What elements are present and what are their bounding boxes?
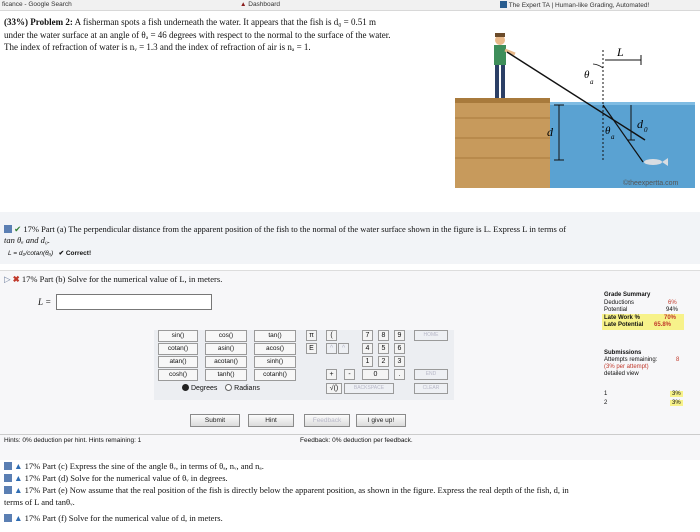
plus-key[interactable]: + xyxy=(326,369,337,380)
radians-radio[interactable] xyxy=(225,384,232,391)
part-e-status-icon xyxy=(4,486,12,494)
deductions-label: Deductions xyxy=(604,300,635,306)
attempt-row-2-value: 3% xyxy=(672,400,681,406)
hints-info: Hints: 0% deduction per hint. Hints remaining: 1 xyxy=(4,437,142,444)
part-f-row[interactable] xyxy=(4,513,223,523)
part-c-row[interactable] xyxy=(4,461,264,471)
attempts-value: 8 xyxy=(676,357,680,363)
angle-mode-row xyxy=(182,384,260,392)
bookmark-dashboard[interactable]: ▲ Dashboard xyxy=(240,1,281,8)
part-e-row[interactable] xyxy=(4,485,569,495)
deductions-value: 6% xyxy=(668,300,677,306)
cos-button[interactable]: cos() xyxy=(205,330,247,342)
part-d-row[interactable] xyxy=(4,473,228,483)
late-work-value: 70% xyxy=(664,315,677,321)
detailed-view-link[interactable]: detailed view xyxy=(604,371,639,377)
tanh-button[interactable]: tanh() xyxy=(205,369,247,381)
part-c-title: 17% Part (c) Express the sine of the angle θᵥ, in terms of θₐ, nᵥ, and nₐ. xyxy=(24,461,264,471)
end-key[interactable]: END xyxy=(414,369,448,380)
part-a-panel xyxy=(0,212,700,264)
part-a-answer-row xyxy=(8,249,91,257)
bookmark-expert-ta[interactable]: The Expert TA | Human-like Grading, Automated! xyxy=(500,1,649,9)
part-d-status-icon xyxy=(4,474,12,482)
part-f-status-icon xyxy=(4,514,12,522)
digit-4-key[interactable]: 4 xyxy=(362,343,373,354)
digit-7-key[interactable]: 7 xyxy=(362,330,373,341)
water-body xyxy=(545,102,695,188)
label-d0-sub: 0 xyxy=(644,126,648,134)
digit-8-key[interactable]: 8 xyxy=(378,330,389,341)
part-b-input-label: L = xyxy=(38,297,52,307)
dock xyxy=(455,98,550,188)
grade-summary-title: Grade Summary xyxy=(604,292,651,298)
late-potential-label: Late Potential xyxy=(604,322,644,328)
label-theta-bottom-sub: a xyxy=(611,133,615,141)
minus-key[interactable]: - xyxy=(344,369,355,380)
hint-button[interactable]: Hint xyxy=(248,414,294,427)
part-c-warning-icon: ▲ xyxy=(14,461,23,471)
part-e-title: 17% Part (e) Now assume that the real position of the fish is directly below the apparent position, as shown in the figure. Express the real depth of the fish, d, in xyxy=(24,485,569,495)
attempts-label: Attempts remaining: xyxy=(604,357,658,363)
part-b-title: 17% Part (b) Solve for the numerical value of L, in meters. xyxy=(21,274,223,284)
digit-1-key[interactable]: 1 xyxy=(362,356,373,367)
dot-key[interactable]: . xyxy=(394,369,405,380)
dashboard-icon: ▲ xyxy=(240,1,247,8)
attempt-row-1-num: 1 xyxy=(604,391,608,397)
attempt-row-1-value: 3% xyxy=(672,391,681,397)
copyright-text: ©theexpertta.com xyxy=(623,180,679,187)
sinh-button[interactable]: sinh() xyxy=(254,356,296,368)
late-potential-value: 65.8% xyxy=(654,322,672,328)
tan-button[interactable]: tan() xyxy=(254,330,296,342)
expand-arrow-icon: ▷ xyxy=(4,274,11,284)
asin-button[interactable]: asin() xyxy=(205,343,247,355)
potential-value: 94% xyxy=(666,307,679,313)
feedback-info: Feedback: 0% deduction per feedback. xyxy=(300,437,413,444)
label-theta-top-sub: a xyxy=(590,78,594,86)
pi-key[interactable]: π xyxy=(306,330,317,341)
part-e-warning-icon: ▲ xyxy=(14,485,23,495)
fish xyxy=(644,159,662,165)
digit-2-key[interactable]: 2 xyxy=(378,356,389,367)
part-a-title-row[interactable] xyxy=(4,224,566,235)
part-a-answer: L = d₀/cotan(θₐ) xyxy=(8,250,54,257)
acos-button[interactable]: acos() xyxy=(254,343,296,355)
problem-line-1 xyxy=(4,17,376,27)
sin-button[interactable]: sin() xyxy=(158,330,198,342)
acotan-button[interactable]: acotan() xyxy=(205,356,247,368)
digit-6-key[interactable]: 6 xyxy=(394,343,405,354)
digit-5-key[interactable]: 5 xyxy=(378,343,389,354)
submissions-title: Submissions xyxy=(604,350,642,356)
label-d: d xyxy=(547,125,553,139)
cosh-button[interactable]: cosh() xyxy=(158,369,198,381)
water-surface xyxy=(545,102,695,105)
digit-3-key[interactable]: 3 xyxy=(394,356,405,367)
digit-9-key[interactable]: 9 xyxy=(394,330,405,341)
problem-text-3: The index of refraction of water is nᵥ = 1.3 and the index of refraction of air is nₐ = 1. xyxy=(4,42,311,52)
browser-bookmark-bar xyxy=(0,0,700,11)
cotan-button[interactable]: cotan() xyxy=(158,343,198,355)
part-a-check-icon: ✔ xyxy=(14,224,22,234)
feedback-button[interactable]: Feedback xyxy=(304,414,350,427)
bookmark-google-search[interactable]: ficance - Google Search xyxy=(2,1,72,8)
per-attempt: (3% per attempt) xyxy=(604,364,649,370)
label-theta-top: θ xyxy=(584,69,590,81)
answer-input[interactable] xyxy=(56,294,212,310)
submit-button[interactable]: Submit xyxy=(190,414,240,427)
radians-label: Radians xyxy=(234,385,260,392)
part-c-status-icon xyxy=(4,462,12,470)
clear-key[interactable]: CLEAR xyxy=(414,383,448,394)
cotanh-button[interactable]: cotanh() xyxy=(254,369,296,381)
degrees-label: Degrees xyxy=(190,385,218,392)
caret-up-alt-icon[interactable]: ^ xyxy=(338,343,349,354)
open-paren-key[interactable]: ( xyxy=(326,330,337,341)
label-theta-bottom: θ xyxy=(605,125,611,137)
grade-summary xyxy=(600,290,686,420)
label-L: L xyxy=(617,45,624,59)
give-up-button[interactable]: I give up! xyxy=(356,414,406,427)
part-a-title: 17% Part (a) The perpendicular distance from the apparent position of the fish to the normal of the water surface shown in the figure is L. Express L in terms of xyxy=(23,224,567,234)
label-d0: d xyxy=(637,117,643,131)
home-key[interactable]: HOME xyxy=(414,330,448,341)
problem-text-1: A fisherman spots a fish underneath the water. It appears that the fish is d₀ = 0.51 m xyxy=(74,17,376,27)
divider xyxy=(0,434,700,435)
problem-figure xyxy=(455,28,695,188)
part-b-title-row[interactable] xyxy=(4,274,222,285)
expert-ta-icon xyxy=(500,1,507,8)
digit-0-key[interactable]: 0 xyxy=(362,369,389,380)
part-f-warning-icon: ▲ xyxy=(14,513,23,523)
e-key[interactable]: E xyxy=(306,343,317,354)
part-f-title: 17% Part (f) Solve for the numerical value of d, in meters. xyxy=(24,513,223,523)
problem-text-2: under the water surface at an angle of θₐ = 46 degrees with respect to the normal to the surface of the water. xyxy=(4,30,391,40)
part-d-title: 17% Part (d) Solve for the numerical value of θᵥ in degrees. xyxy=(24,473,228,483)
part-a-status-icon xyxy=(4,225,12,233)
part-d-warning-icon: ▲ xyxy=(14,473,23,483)
attempt-row-2-num: 2 xyxy=(604,400,608,406)
problem-header: (33%) Problem 2: xyxy=(4,17,73,27)
atan-button[interactable]: atan() xyxy=(158,356,198,368)
degrees-radio[interactable] xyxy=(182,384,189,391)
backspace-key[interactable]: BACKSPACE xyxy=(344,383,394,394)
part-a-title-2: tan θₐ and d₀. xyxy=(4,235,50,245)
part-a-correct: ✔ Correct! xyxy=(58,250,92,257)
caret-up-icon[interactable]: ^ xyxy=(326,343,337,354)
late-work-label: Late Work % xyxy=(604,315,640,321)
potential-label: Potential xyxy=(604,307,628,313)
part-b-x-icon: ✖ xyxy=(12,274,20,284)
sqrt-key[interactable]: √() xyxy=(326,383,342,394)
part-e-title-2: terms of L and tanθᵥ. xyxy=(4,497,75,507)
